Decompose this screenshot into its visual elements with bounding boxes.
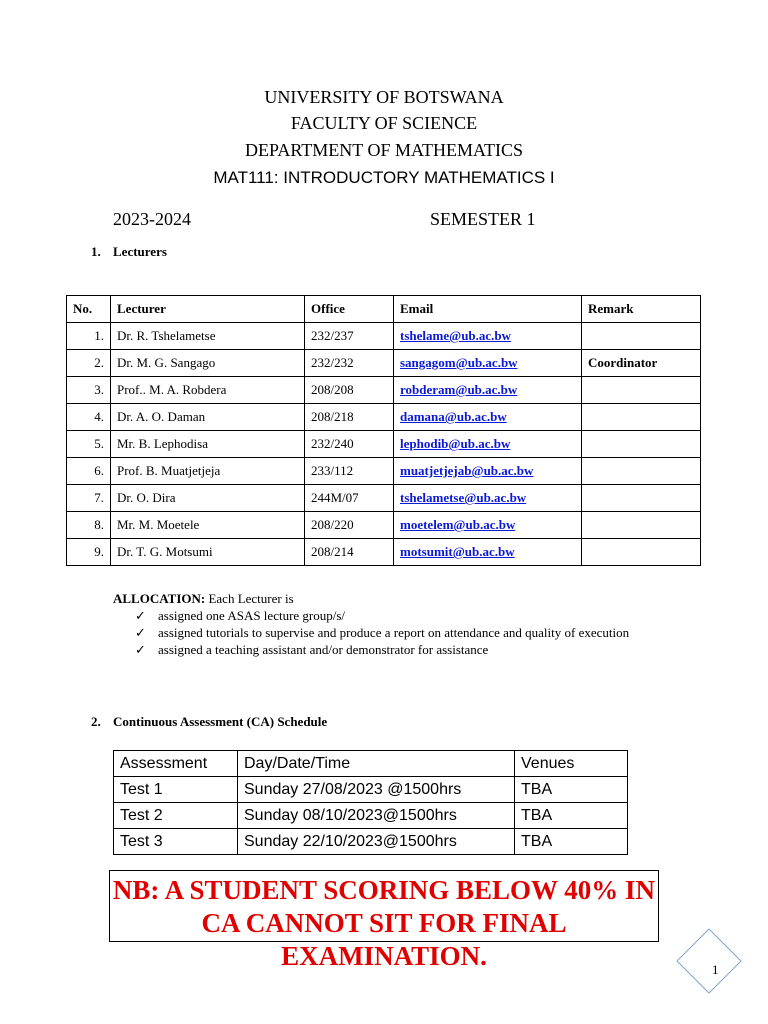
allocation-item (113, 607, 673, 624)
lecturer-name: Mr. B. Lephodisa (111, 431, 305, 458)
lecturer-email-link[interactable]: motsumit@ub.ac.bw (400, 544, 515, 559)
university-name: UNIVERSITY OF BOTSWANA (264, 87, 504, 107)
table-row (67, 404, 701, 431)
section-number: 1. (91, 244, 101, 259)
allocation-text: Each Lecturer is (205, 591, 294, 606)
column-header: Day/Date/Time (238, 751, 515, 777)
lecturer-email-link[interactable]: muatjetjejab@ub.ac.bw (400, 463, 534, 478)
lecturer-office: 232/237 (305, 323, 394, 350)
lecturer-email-cell (394, 404, 582, 431)
assessment-name: Test 1 (114, 777, 238, 803)
lecturer-name: Dr. R. Tshelametse (111, 323, 305, 350)
table-row (67, 377, 701, 404)
lecturer-remark (582, 431, 701, 458)
lecturer-email-cell (394, 458, 582, 485)
ca-heading (91, 714, 327, 730)
lecturer-remark: Coordinator (582, 350, 701, 377)
allocation-item (113, 641, 673, 658)
lecturer-number: 7. (67, 485, 111, 512)
ca-schedule-table (113, 750, 628, 855)
lecturer-email-link[interactable]: moetelem@ub.ac.bw (400, 517, 516, 532)
table-header-row (67, 296, 701, 323)
lecturer-email-cell (394, 512, 582, 539)
table-row (67, 512, 701, 539)
lecturer-name: Dr. M. G. Sangago (111, 350, 305, 377)
table-row (67, 323, 701, 350)
lecturer-remark (582, 458, 701, 485)
department-name: DEPARTMENT OF MATHEMATICS (245, 140, 523, 160)
lecturer-number: 5. (67, 431, 111, 458)
allocation-item-text: assigned one ASAS lecture group/s/ (158, 608, 346, 623)
lecturer-office: 233/112 (305, 458, 394, 485)
lecturers-heading (91, 244, 167, 260)
lecturer-name: Dr. O. Dira (111, 485, 305, 512)
section-title: Lecturers (113, 244, 167, 259)
lecturer-remark (582, 512, 701, 539)
assessment-venue: TBA (515, 777, 628, 803)
assessment-name: Test 3 (114, 829, 238, 855)
allocation-item (113, 624, 673, 641)
faculty-name: FACULTY OF SCIENCE (290, 113, 478, 133)
academic-year: 2023-2024 (113, 209, 191, 229)
assessment-datetime: Sunday 08/10/2023@1500hrs (238, 803, 515, 829)
allocation-item-text: assigned a teaching assistant and/or demonstrator for assistance (158, 642, 489, 657)
allocation-list (113, 607, 673, 658)
course-title: MAT111: INTRODUCTORY MATHEMATICS I (213, 168, 555, 187)
lecturer-office: 208/218 (305, 404, 394, 431)
allocation-label: ALLOCATION: (113, 591, 206, 606)
lecturer-office: 208/220 (305, 512, 394, 539)
lecturer-office: 232/240 (305, 431, 394, 458)
allocation-block (113, 590, 673, 658)
lecturer-email-cell (394, 323, 582, 350)
column-header: Office (305, 296, 394, 323)
notice-line: NB: A STUDENT SCORING BELOW 40% IN (112, 875, 656, 905)
checkmark-icon: ✓ (135, 608, 146, 623)
lecturer-remark (582, 404, 701, 431)
lecturer-remark (582, 539, 701, 566)
column-header: Assessment (114, 751, 238, 777)
column-header: No. (67, 296, 111, 323)
column-header: Venues (515, 751, 628, 777)
lecturer-email-cell (394, 350, 582, 377)
lecturer-name: Dr. A. O. Daman (111, 404, 305, 431)
lecturer-office: 232/232 (305, 350, 394, 377)
section-number: 2. (91, 714, 101, 729)
table-row (114, 829, 628, 855)
lecturer-number: 8. (67, 512, 111, 539)
page-number-diamond-icon (676, 928, 742, 994)
column-header: Remark (582, 296, 701, 323)
checkmark-icon: ✓ (135, 625, 146, 640)
lecturer-email-link[interactable]: robderam@ub.ac.bw (400, 382, 518, 397)
table-row (67, 350, 701, 377)
lecturer-number: 1. (67, 323, 111, 350)
lecturer-email-link[interactable]: tshelame@ub.ac.bw (400, 328, 512, 343)
lecturer-number: 3. (67, 377, 111, 404)
lecturer-email-link[interactable]: lephodib@ub.ac.bw (400, 436, 511, 451)
lecturer-email-cell (394, 539, 582, 566)
lecturer-name: Prof.. M. A. Robdera (111, 377, 305, 404)
checkmark-icon: ✓ (135, 642, 146, 657)
column-header: Email (394, 296, 582, 323)
semester: SEMESTER 1 (430, 209, 536, 229)
lecturers-table (66, 295, 701, 566)
lecturer-email-link[interactable]: tshelametse@ub.ac.bw (400, 490, 527, 505)
lecturer-name: Dr. T. G. Motsumi (111, 539, 305, 566)
lecturer-name: Prof. B. Muatjetjeja (111, 458, 305, 485)
lecturer-email-link[interactable]: damana@ub.ac.bw (400, 409, 507, 424)
page-number: 1 (712, 962, 719, 977)
lecturer-email-cell (394, 431, 582, 458)
table-header-row (114, 751, 628, 777)
assessment-venue: TBA (515, 829, 628, 855)
lecturer-number: 6. (67, 458, 111, 485)
lecturer-remark (582, 323, 701, 350)
table-row (114, 803, 628, 829)
table-row (67, 431, 701, 458)
assessment-name: Test 2 (114, 803, 238, 829)
ca-warning-notice (109, 870, 659, 971)
lecturer-number: 9. (67, 539, 111, 566)
lecturer-office: 208/208 (305, 377, 394, 404)
lecturer-email-cell (394, 377, 582, 404)
section-title: Continuous Assessment (CA) Schedule (113, 714, 328, 729)
lecturer-name: Mr. M. Moetele (111, 512, 305, 539)
lecturer-number: 2. (67, 350, 111, 377)
lecturer-office: 244M/07 (305, 485, 394, 512)
lecturer-email-link[interactable]: sangagom@ub.ac.bw (400, 355, 518, 370)
column-header: Lecturer (111, 296, 305, 323)
lecturer-remark (582, 485, 701, 512)
lecturer-number: 4. (67, 404, 111, 431)
notice-line: CA CANNOT SIT FOR FINAL EXAMINATION. (201, 908, 567, 971)
assessment-datetime: Sunday 22/10/2023@1500hrs (238, 829, 515, 855)
table-row (67, 539, 701, 566)
table-row (67, 485, 701, 512)
lecturer-email-cell (394, 485, 582, 512)
table-row (67, 458, 701, 485)
assessment-venue: TBA (515, 803, 628, 829)
table-row (114, 777, 628, 803)
allocation-intro (113, 590, 673, 607)
lecturer-office: 208/214 (305, 539, 394, 566)
allocation-item-text: assigned tutorials to supervise and produce a report on attendance and quality of execution (158, 625, 630, 640)
assessment-datetime: Sunday 27/08/2023 @1500hrs (238, 777, 515, 803)
lecturer-remark (582, 377, 701, 404)
